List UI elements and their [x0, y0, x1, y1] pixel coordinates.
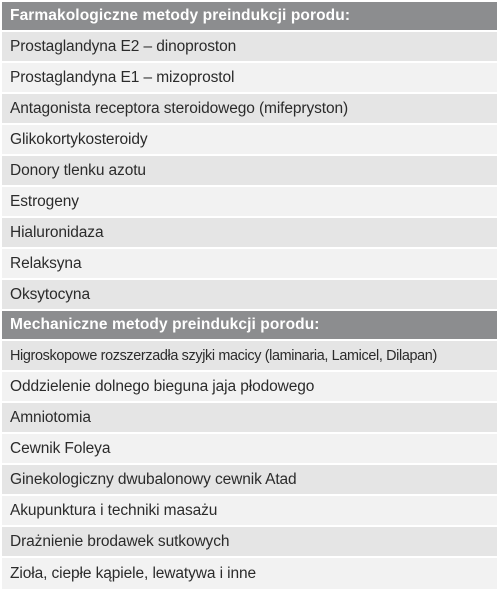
section-heading-pharmacological: Farmakologiczne metody preindukcji porodu:: [2, 2, 497, 32]
table-row: Cewnik Foleya: [2, 434, 497, 465]
section-heading-mechanical: Mechaniczne metody preindukcji porodu:: [2, 311, 497, 341]
table-row: Glikokortykosteroidy: [2, 125, 497, 156]
table-row: Relaksyna: [2, 249, 497, 280]
table-row: Prostaglandyna E2 – dinoproston: [2, 32, 497, 63]
table-row: Estrogeny: [2, 187, 497, 218]
table-row: Oddzielenie dolnego bieguna jaja płodowego: [2, 372, 497, 403]
preinduction-methods-table: [2, 2, 497, 589]
table-row: Higroskopowe rozszerzadła szyjki macicy (laminaria, Lamicel, Dilapan): [2, 341, 497, 372]
table-row: Ginekologiczny dwubalonowy cewnik Atad: [2, 465, 497, 496]
table-row: Zioła, ciepłe kąpiele, lewatywa i inne: [2, 558, 497, 589]
table-row: Amniotomia: [2, 403, 497, 434]
table-row: Antagonista receptora steroidowego (mifepryston): [2, 94, 497, 125]
table-row: Prostaglandyna E1 – mizoprostol: [2, 63, 497, 94]
table-row: Hialuronidaza: [2, 218, 497, 249]
table-row: Donory tlenku azotu: [2, 156, 497, 187]
table-row: Drażnienie brodawek sutkowych: [2, 527, 497, 558]
table-row: Oksytocyna: [2, 280, 497, 311]
table-row: Akupunktura i techniki masażu: [2, 496, 497, 527]
